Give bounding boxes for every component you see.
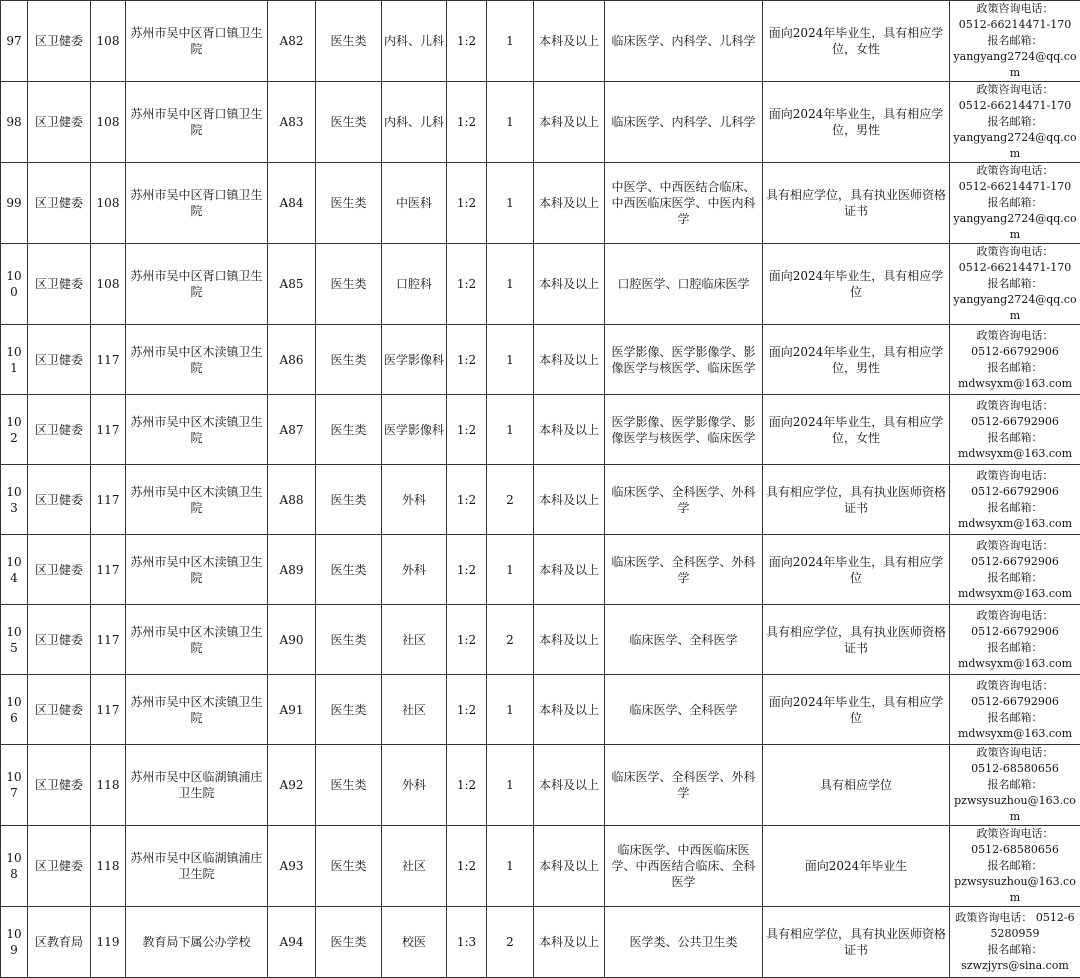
cell-post: 内科、儿科 [382,82,447,163]
cell-dept: 区教育局 [28,907,91,978]
cell-category: 医生类 [316,745,382,826]
cell-ratio: 1:2 [447,465,487,535]
cell-ratio: 1:2 [447,82,487,163]
cell-major: 医学影像、医学影像学、影像医学与核医学、临床医学 [605,395,763,465]
cell-dept: 区卫健委 [28,244,91,325]
cell-ratio: 1:2 [447,675,487,745]
cell-post: 医学影像科 [382,395,447,465]
cell-unit: 苏州市吴中区临湖镇浦庄卫生院 [126,745,268,826]
cell-post-code: A82 [268,1,316,82]
cell-post: 内科、儿科 [382,1,447,82]
cell-unit: 苏州市吴中区木渎镇卫生院 [126,465,268,535]
cell-ratio: 1:2 [447,163,487,244]
cell-requirement: 面向2024年毕业生 [763,826,950,907]
cell-seq: 98 [1,82,28,163]
cell-post: 外科 [382,745,447,826]
cell-unit: 苏州市吴中区木渎镇卫生院 [126,325,268,395]
cell-dept: 区卫健委 [28,826,91,907]
cell-post: 外科 [382,465,447,535]
cell-major: 医学影像、医学影像学、影像医学与核医学、临床医学 [605,325,763,395]
cell-education: 本科及以上 [534,745,605,826]
cell-post-code: A90 [268,605,316,675]
cell-unit: 苏州市吴中区木渎镇卫生院 [126,535,268,605]
cell-seq: 104 [1,535,28,605]
cell-seq: 105 [1,605,28,675]
cell-education: 本科及以上 [534,244,605,325]
cell-unit: 苏州市吴中区木渎镇卫生院 [126,395,268,465]
cell-unit-code: 108 [91,163,126,244]
cell-seq: 101 [1,325,28,395]
cell-count: 1 [487,535,534,605]
cell-major: 口腔医学、口腔临床医学 [605,244,763,325]
cell-unit: 苏州市吴中区胥口镇卫生院 [126,1,268,82]
cell-major: 临床医学、内科学、儿科学 [605,1,763,82]
cell-unit-code: 117 [91,325,126,395]
cell-count: 2 [487,605,534,675]
cell-major: 医学类、公共卫生类 [605,907,763,978]
cell-contact: 政策咨询电话： 0512-66214471-170 报名邮箱： yangyang2724@qq.com [950,244,1080,325]
cell-contact: 政策咨询电话： 0512-68580656 报名邮箱： pzwsysuzhou@163.com [950,745,1080,826]
cell-education: 本科及以上 [534,907,605,978]
cell-post: 社区 [382,826,447,907]
cell-count: 1 [487,745,534,826]
cell-category: 医生类 [316,1,382,82]
cell-unit-code: 117 [91,535,126,605]
cell-unit: 苏州市吴中区胥口镇卫生院 [126,163,268,244]
cell-category: 医生类 [316,163,382,244]
cell-contact: 政策咨询电话： 0512-66792906 报名邮箱： mdwsyxm@163.com [950,675,1080,745]
cell-category: 医生类 [316,535,382,605]
cell-ratio: 1:2 [447,605,487,675]
cell-requirement: 面向2024年毕业生，具有相应学位 [763,244,950,325]
cell-ratio: 1:2 [447,826,487,907]
cell-post-code: A93 [268,826,316,907]
table-row [1,907,1080,978]
cell-category: 医生类 [316,675,382,745]
cell-post: 外科 [382,535,447,605]
cell-unit-code: 117 [91,605,126,675]
cell-dept: 区卫健委 [28,465,91,535]
cell-unit: 苏州市吴中区木渎镇卫生院 [126,605,268,675]
cell-contact: 政策咨询电话： 0512-66214471-170 报名邮箱： yangyang2724@qq.com [950,1,1080,82]
table-row [1,325,1080,395]
cell-post-code: A83 [268,82,316,163]
cell-seq: 102 [1,395,28,465]
cell-post-code: A91 [268,675,316,745]
cell-major: 中医学、中西医结合临床、中西医临床医学、中医内科学 [605,163,763,244]
table-row [1,675,1080,745]
cell-contact: 政策咨询电话： 0512-66792906 报名邮箱： mdwsyxm@163.com [950,535,1080,605]
cell-post: 中医科 [382,163,447,244]
cell-seq: 108 [1,826,28,907]
cell-post-code: A87 [268,395,316,465]
cell-count: 1 [487,1,534,82]
cell-unit-code: 118 [91,826,126,907]
cell-count: 1 [487,826,534,907]
cell-education: 本科及以上 [534,163,605,244]
cell-unit: 苏州市吴中区胥口镇卫生院 [126,244,268,325]
cell-contact: 政策咨询电话： 0512-66792906 报名邮箱： mdwsyxm@163.com [950,325,1080,395]
cell-unit-code: 117 [91,675,126,745]
cell-ratio: 1:3 [447,907,487,978]
cell-requirement: 面向2024年毕业生，具有相应学位，男性 [763,325,950,395]
cell-unit-code: 108 [91,1,126,82]
cell-contact: 政策咨询电话： 0512-66792906 报名邮箱： mdwsyxm@163.com [950,395,1080,465]
cell-seq: 97 [1,1,28,82]
cell-category: 医生类 [316,465,382,535]
cell-ratio: 1:2 [447,395,487,465]
cell-major: 临床医学、全科医学、外科学 [605,465,763,535]
cell-unit: 教育局下属公办学校 [126,907,268,978]
cell-major: 临床医学、全科医学 [605,675,763,745]
table-row [1,82,1080,163]
cell-category: 医生类 [316,826,382,907]
cell-category: 医生类 [316,325,382,395]
cell-requirement: 面向2024年毕业生，具有相应学位，男性 [763,82,950,163]
cell-education: 本科及以上 [534,395,605,465]
cell-unit-code: 117 [91,395,126,465]
cell-dept: 区卫健委 [28,745,91,826]
cell-count: 1 [487,325,534,395]
cell-category: 医生类 [316,244,382,325]
cell-seq: 99 [1,163,28,244]
cell-count: 2 [487,465,534,535]
cell-dept: 区卫健委 [28,395,91,465]
cell-education: 本科及以上 [534,1,605,82]
cell-ratio: 1:2 [447,745,487,826]
cell-unit: 苏州市吴中区木渎镇卫生院 [126,675,268,745]
cell-count: 1 [487,163,534,244]
cell-post-code: A84 [268,163,316,244]
cell-contact: 政策咨询电话： 0512-66792906 报名邮箱： mdwsyxm@163.com [950,465,1080,535]
cell-category: 医生类 [316,395,382,465]
cell-count: 1 [487,395,534,465]
cell-post-code: A88 [268,465,316,535]
cell-post-code: A94 [268,907,316,978]
cell-contact: 政策咨询电话： 0512-68580656 报名邮箱： pzwsysuzhou@163.com [950,826,1080,907]
cell-unit-code: 119 [91,907,126,978]
cell-post: 社区 [382,605,447,675]
cell-dept: 区卫健委 [28,1,91,82]
cell-count: 1 [487,82,534,163]
table-row [1,535,1080,605]
cell-requirement: 面向2024年毕业生，具有相应学位 [763,535,950,605]
table-row [1,465,1080,535]
cell-seq: 100 [1,244,28,325]
cell-post-code: A86 [268,325,316,395]
table-row [1,605,1080,675]
cell-post: 社区 [382,675,447,745]
cell-unit-code: 117 [91,465,126,535]
cell-dept: 区卫健委 [28,163,91,244]
cell-post: 口腔科 [382,244,447,325]
cell-unit: 苏州市吴中区胥口镇卫生院 [126,82,268,163]
cell-seq: 103 [1,465,28,535]
cell-education: 本科及以上 [534,325,605,395]
cell-requirement: 具有相应学位 [763,745,950,826]
cell-post: 医学影像科 [382,325,447,395]
cell-unit-code: 108 [91,244,126,325]
cell-requirement: 具有相应学位，具有执业医师资格证书 [763,605,950,675]
cell-ratio: 1:2 [447,535,487,605]
cell-dept: 区卫健委 [28,605,91,675]
cell-unit-code: 108 [91,82,126,163]
cell-seq: 107 [1,745,28,826]
table-row [1,395,1080,465]
cell-major: 临床医学、内科学、儿科学 [605,82,763,163]
cell-contact: 政策咨询电话： 0512-66792906 报名邮箱： mdwsyxm@163.com [950,605,1080,675]
cell-major: 临床医学、全科医学、外科学 [605,745,763,826]
cell-post-code: A89 [268,535,316,605]
cell-education: 本科及以上 [534,82,605,163]
cell-requirement: 具有相应学位，具有执业医师资格证书 [763,907,950,978]
cell-category: 医生类 [316,605,382,675]
cell-post-code: A85 [268,244,316,325]
cell-major: 临床医学、全科医学、外科学 [605,535,763,605]
cell-education: 本科及以上 [534,675,605,745]
table-row [1,244,1080,325]
cell-education: 本科及以上 [534,826,605,907]
cell-requirement: 具有相应学位，具有执业医师资格证书 [763,465,950,535]
cell-dept: 区卫健委 [28,535,91,605]
cell-seq: 106 [1,675,28,745]
table-row [1,826,1080,907]
cell-post-code: A92 [268,745,316,826]
cell-requirement: 面向2024年毕业生，具有相应学位 [763,675,950,745]
cell-requirement: 具有相应学位，具有执业医师资格证书 [763,163,950,244]
cell-count: 2 [487,907,534,978]
table-row [1,745,1080,826]
cell-category: 医生类 [316,907,382,978]
cell-ratio: 1:2 [447,1,487,82]
cell-requirement: 面向2024年毕业生，具有相应学位，女性 [763,1,950,82]
cell-requirement: 面向2024年毕业生，具有相应学位，女性 [763,395,950,465]
cell-count: 1 [487,244,534,325]
cell-contact: 政策咨询电话： 0512-66214471-170 报名邮箱： yangyang2724@qq.com [950,163,1080,244]
cell-major: 临床医学、全科医学 [605,605,763,675]
table-row [1,163,1080,244]
cell-education: 本科及以上 [534,535,605,605]
cell-seq: 109 [1,907,28,978]
cell-dept: 区卫健委 [28,82,91,163]
table-body [1,1,1080,978]
cell-dept: 区卫健委 [28,325,91,395]
cell-count: 1 [487,675,534,745]
cell-contact: 政策咨询电话： 0512-65280959 报名邮箱： szwzjyrs@sina.com [950,907,1080,978]
cell-post: 校医 [382,907,447,978]
cell-unit-code: 118 [91,745,126,826]
cell-ratio: 1:2 [447,325,487,395]
cell-dept: 区卫健委 [28,675,91,745]
cell-contact: 政策咨询电话： 0512-66214471-170 报名邮箱： yangyang2724@qq.com [950,82,1080,163]
cell-education: 本科及以上 [534,465,605,535]
cell-major: 临床医学、中西医临床医学、中西医结合临床、全科医学 [605,826,763,907]
cell-education: 本科及以上 [534,605,605,675]
cell-category: 医生类 [316,82,382,163]
cell-unit: 苏州市吴中区临湖镇浦庄卫生院 [126,826,268,907]
table-row [1,1,1080,82]
cell-ratio: 1:2 [447,244,487,325]
